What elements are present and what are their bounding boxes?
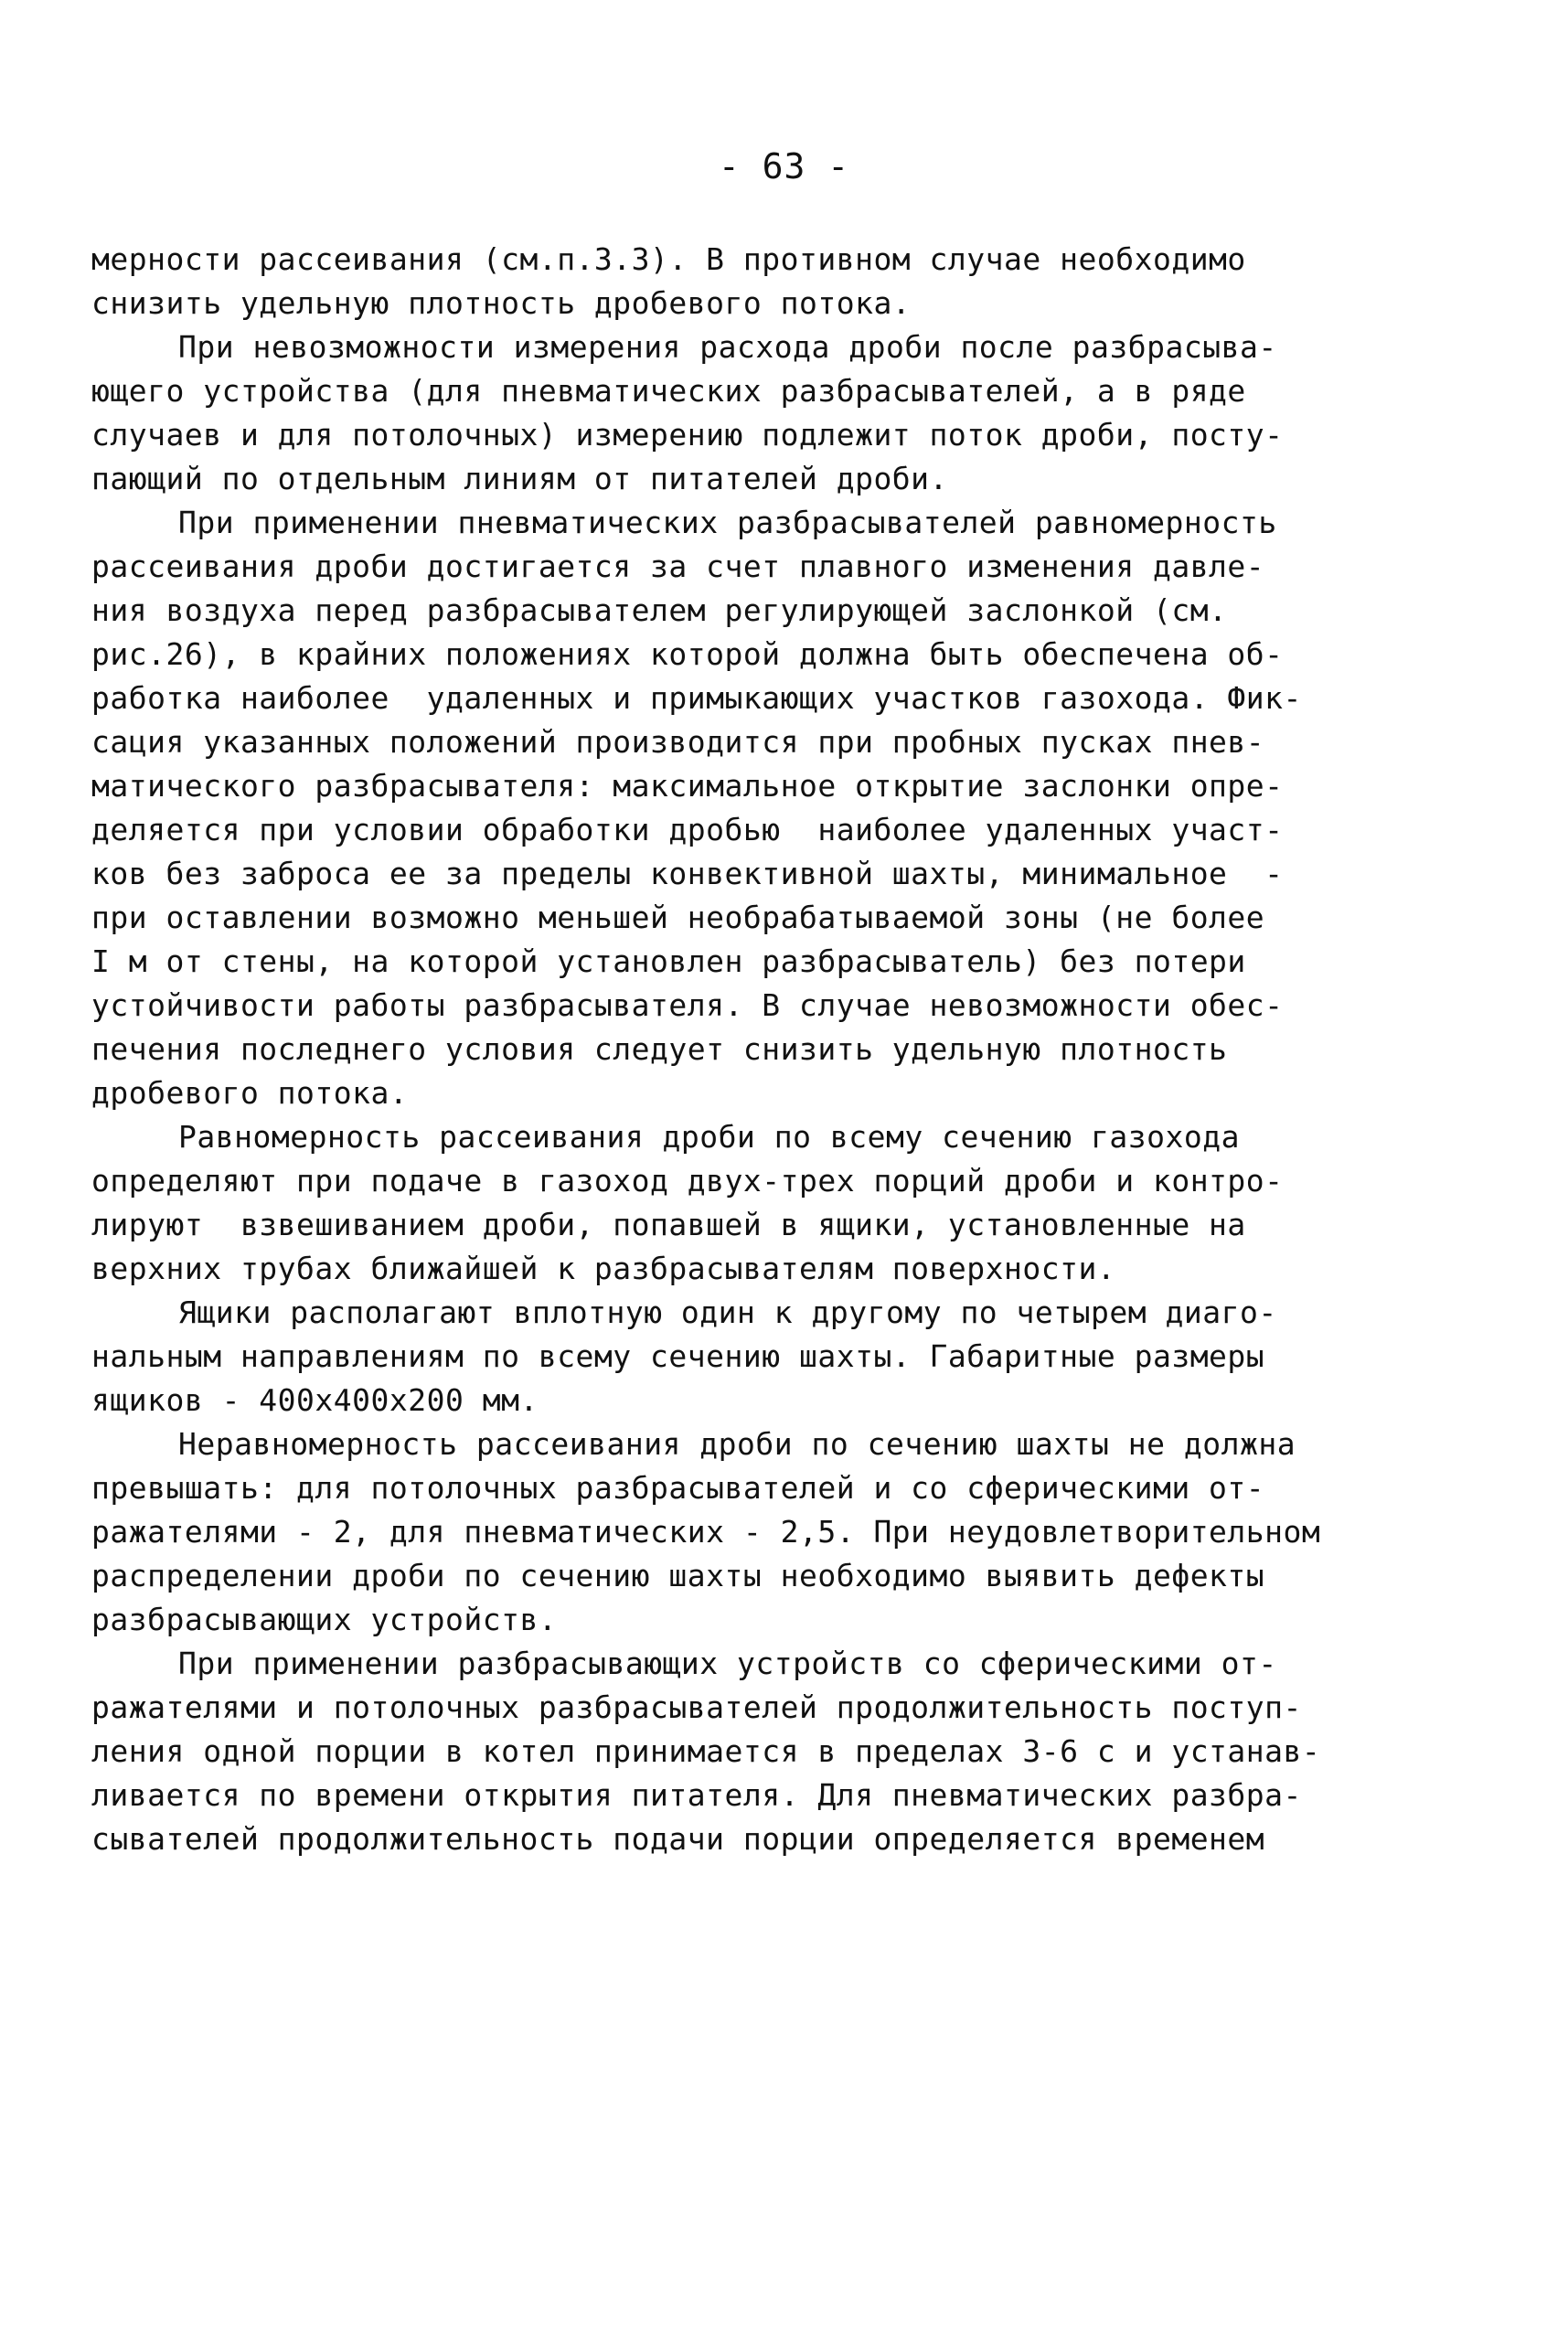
text-line: Ящики располагают вплотную один к другому по четырем диаго- <box>178 1295 1277 1330</box>
text-line: дробевого потока. <box>91 1075 409 1111</box>
text-line: При применении разбрасывающих устройств со сферическими от- <box>178 1646 1277 1681</box>
text-line: превышать: для потолочных разбрасывателей и со сферическими от- <box>91 1470 1265 1506</box>
text-line: ков без заброса ее за пределы конвективной шахты, минимальное - <box>91 856 1284 891</box>
text-line: устойчивости работы разбрасывателя. В случае невозможности обес- <box>91 987 1284 1023</box>
text-line: При применении пневматических разбрасывателей равномерность <box>178 505 1277 540</box>
text-line: мерности рассеивания (см.п.3.3). В противном случае необходимо <box>91 241 1246 277</box>
text-line: деляется при условии обработки дробью наиболее удаленных участ- <box>91 812 1284 847</box>
text-line: ражателями и потолочных разбрасывателей продолжительность поступ- <box>91 1689 1302 1725</box>
text-line: I м от стены, на которой установлен разбрасыватель) без потери <box>91 943 1246 979</box>
text-line: работка наиболее удаленных и примыкающих участков газохода. Фик- <box>91 680 1302 716</box>
text-line: разбрасывающих устройств. <box>91 1602 558 1637</box>
page-number: - 63 - <box>718 146 850 186</box>
text-line: ния воздуха перед разбрасывателем регулирующей заслонкой (см. <box>91 592 1228 628</box>
text-line: печения последнего условия следует снизить удельную плотность <box>91 1031 1228 1067</box>
text-line: определяют при подаче в газоход двух-трех порций дроби и контро- <box>91 1163 1284 1199</box>
text-line: ления одной порции в котел принимается в пределах 3-6 с и устанав- <box>91 1733 1321 1769</box>
text-line: Равномерность рассеивания дроби по всему сечению газохода <box>178 1119 1240 1155</box>
body-text <box>91 238 1321 1861</box>
text-line: ющего устройства (для пневматических разбрасывателей, а в ряде <box>91 373 1246 409</box>
text-line: верхних трубах ближайшей к разбрасывателям поверхности. <box>91 1251 1116 1286</box>
text-line: При невозможности измерения расхода дроби после разбрасыва- <box>178 329 1277 365</box>
text-line: пающий по отдельным линиям от питателей дроби. <box>91 461 948 496</box>
text-line: матического разбрасывателя: максимальное открытие заслонки опре- <box>91 768 1284 804</box>
text-line: ливается по времени открытия питателя. Для пневматических разбра- <box>91 1777 1302 1813</box>
text-line: распределении дроби по сечению шахты необходимо выявить дефекты <box>91 1558 1265 1593</box>
text-line: ражателями - 2, для пневматических - 2,5. При неудовлетворительном <box>91 1514 1321 1550</box>
text-line: при оставлении возможно меньшей необрабатываемой зоны (не более <box>91 900 1265 935</box>
text-line: снизить удельную плотность дробевого потока. <box>91 285 912 321</box>
text-line: сывателей продолжительность подачи порции определяется временем <box>91 1821 1265 1857</box>
text-line: рис.26), в крайних положениях которой должна быть обеспечена об- <box>91 636 1284 672</box>
text-line: лируют взвешиванием дроби, попавшей в ящики, установленные на <box>91 1207 1246 1242</box>
text-line: сация указанных положений производится при пробных пусках пнев- <box>91 724 1265 760</box>
text-line: Неравномерность рассеивания дроби по сечению шахты не должна <box>178 1426 1296 1462</box>
text-line: рассеивания дроби достигается за счет плавного изменения давле- <box>91 549 1265 584</box>
text-line: нальным направлениям по всему сечению шахты. Габаритные размеры <box>91 1338 1265 1374</box>
text-line: случаев и для потолочных) измерению подлежит поток дроби, посту- <box>91 417 1284 453</box>
text-line: ящиков - 400x400x200 мм. <box>91 1382 539 1418</box>
